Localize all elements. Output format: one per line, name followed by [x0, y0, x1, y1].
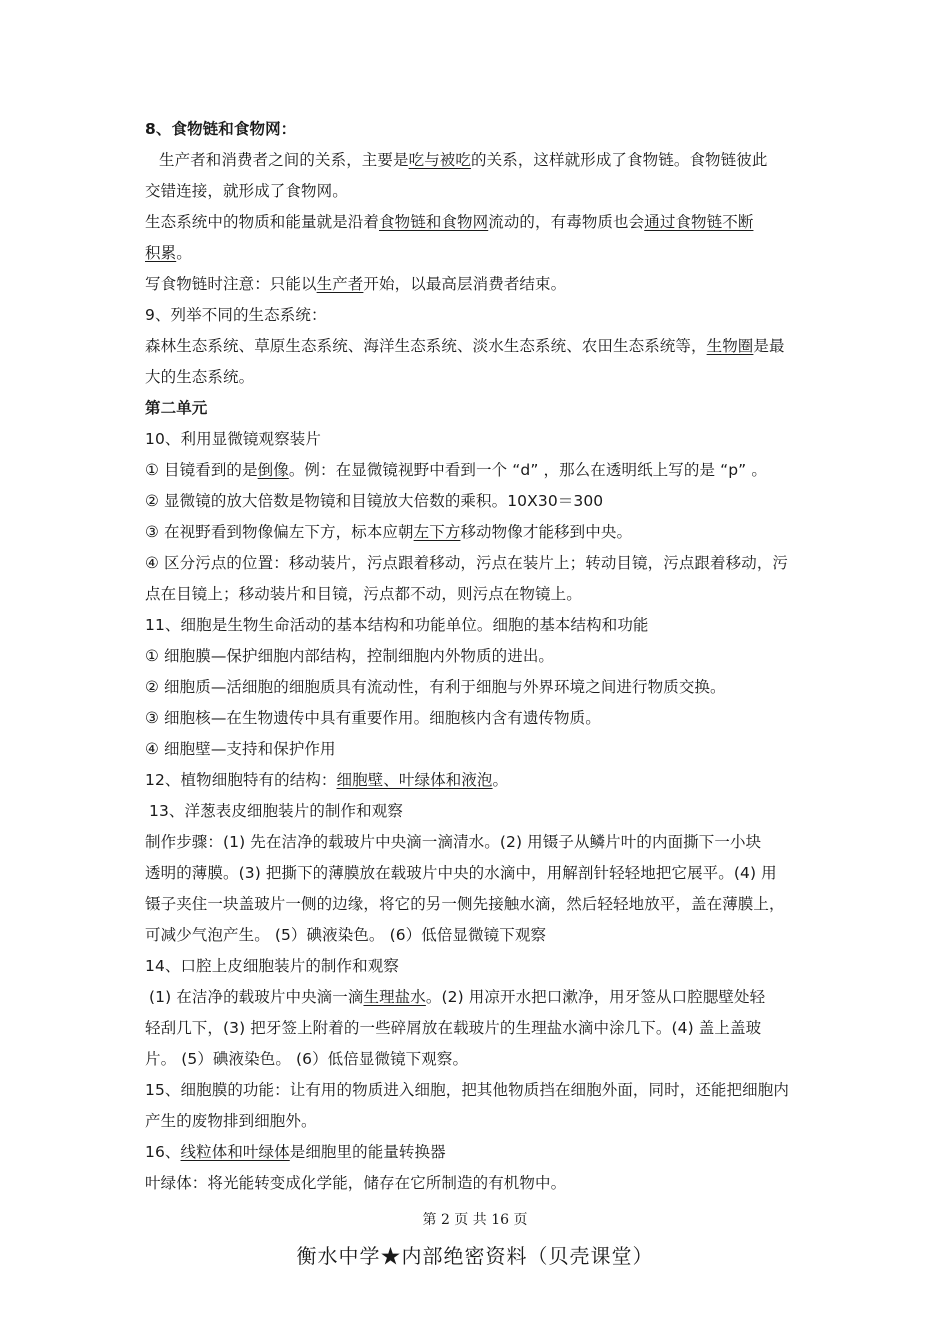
section-heading-14: 14、口腔上皮细胞装片的制作和观察 [145, 957, 399, 975]
list-item: ④ 细胞壁—支持和保护作用 [145, 740, 336, 758]
paragraph-line: 生产者和消费者之间的关系，主要是吃与被吃的关系，这样就形成了食物链。食物链彼此 [159, 151, 768, 169]
underlined-term: 倒像 [257, 461, 289, 479]
page-number: 第 2 页 共 16 页 [422, 1212, 528, 1228]
underlined-term: 通过食物链不断 [644, 213, 754, 231]
paragraph-line: 片。 (5）碘液染色。 (6）低倍显微镜下观察。 [145, 1050, 469, 1068]
list-item: ② 细胞质—活细胞的细胞质具有流动性，有利于细胞与外界环境之间进行物质交换。 [145, 678, 726, 696]
underlined-term: 细胞壁、叶绿体和液泡 [336, 771, 493, 789]
paragraph-line: 透明的薄膜。(3) 把撕下的薄膜放在载玻片中央的水滴中，用解剖针轻轻地把它展平。(4) 用 [145, 864, 777, 882]
paragraph-line: (1) 在洁净的载玻片中央滴一滴生理盐水。(2) 用凉开水把口漱净，用牙签从口腔腮壁处轻 [149, 988, 766, 1006]
list-item: ③ 在视野看到物像偏左下方，标本应朝左下方移动物像才能移到中央。 [145, 523, 633, 541]
paragraph-line: 可减少气泡产生。 (5）碘液染色。 (6）低倍显微镜下观察 [145, 926, 547, 944]
paragraph-line: 叶绿体：将光能转变成化学能，储存在它所制造的有机物中。 [145, 1174, 567, 1192]
paragraph-line: 制作步骤：(1) 先在洁净的载玻片中央滴一滴清水。(2) 用镊子从鳞片叶的内面撕下一小块 [145, 833, 762, 851]
underlined-term: 生物圈 [706, 337, 754, 355]
underlined-term: 线粒体和叶绿体 [180, 1143, 290, 1161]
document-body [145, 114, 807, 1199]
paragraph-line: 产生的废物排到细胞外。 [145, 1112, 317, 1130]
section-heading-11: 11、细胞是生物生命活动的基本结构和功能单位。细胞的基本结构和功能 [145, 616, 649, 634]
underlined-term: 左下方 [413, 523, 461, 541]
section-heading-9: 9、列举不同的生态系统： [145, 306, 327, 324]
list-item: ④ 区分污点的位置：移动装片，污点跟着移动，污点在装片上；转动目镜，污点跟着移动，污 [145, 554, 789, 572]
paragraph-line: 写食物链时注意：只能以生产者开始，以最高层消费者结束。 [145, 275, 567, 293]
section-heading-15: 15、细胞膜的功能：让有用的物质进入细胞，把其他物质挡在细胞外面，同时，还能把细胞内 [145, 1081, 789, 1099]
paragraph-line: 镊子夹住一块盖玻片一侧的边缘，将它的另一侧先接触水滴，然后轻轻地放平，盖在薄膜上， [145, 895, 785, 913]
underlined-term: 食物链和食物网 [379, 213, 489, 231]
section-heading-12: 12、植物细胞特有的结构：细胞壁、叶绿体和液泡。 [145, 771, 509, 789]
paragraph-line: 点在目镜上；移动装片和目镜，污点都不动，则污点在物镜上。 [145, 585, 582, 603]
paragraph-line: 大的生态系统。 [145, 368, 255, 386]
underlined-term: 生理盐水 [363, 988, 426, 1006]
paragraph-line: 轻刮几下，(3) 把牙签上附着的一些碎屑放在载玻片的生理盐水滴中涂几下。(4) 盖上盖玻 [145, 1019, 762, 1037]
section-heading-16: 16、线粒体和叶绿体是细胞里的能量转换器 [145, 1143, 446, 1161]
section-heading-10: 10、利用显微镜观察装片 [145, 430, 321, 448]
underlined-term: 生产者 [316, 275, 364, 293]
unit-heading: 第二单元 [145, 399, 208, 417]
paragraph-line: 生态系统中的物质和能量就是沿着食物链和食物网流动的，有毒物质也会通过食物链不断 [145, 213, 754, 231]
footer-watermark-text: 衡水中学★内部绝密资料（贝壳课堂） [296, 1244, 654, 1268]
list-item: ③ 细胞核—在生物遗传中具有重要作用。细胞核内含有遗传物质。 [145, 709, 601, 727]
paragraph-line: 交错连接，就形成了食物网。 [145, 182, 348, 200]
underlined-term: 吃与被吃 [408, 151, 472, 169]
section-heading-8: 8、食物链和食物网： [145, 120, 297, 138]
list-item: ① 细胞膜—保护细胞内部结构，控制细胞内外物质的进出。 [145, 647, 555, 665]
underlined-term: 积累 [145, 244, 177, 262]
list-item: ① 目镜看到的是倒像。例：在显微镜视野中看到一个 “d” ，那么在透明纸上写的是 “p” 。 [145, 461, 767, 479]
paragraph-line: 森林生态系统、草原生态系统、海洋生态系统、淡水生态系统、农田生态系统等，生物圈是最 [145, 337, 785, 355]
section-heading-13: 13、洋葱表皮细胞装片的制作和观察 [149, 802, 403, 820]
list-item: ② 显微镜的放大倍数是物镜和目镜放大倍数的乘积。10X30＝300 [145, 492, 604, 510]
paragraph-line: 积累。 [145, 244, 192, 262]
